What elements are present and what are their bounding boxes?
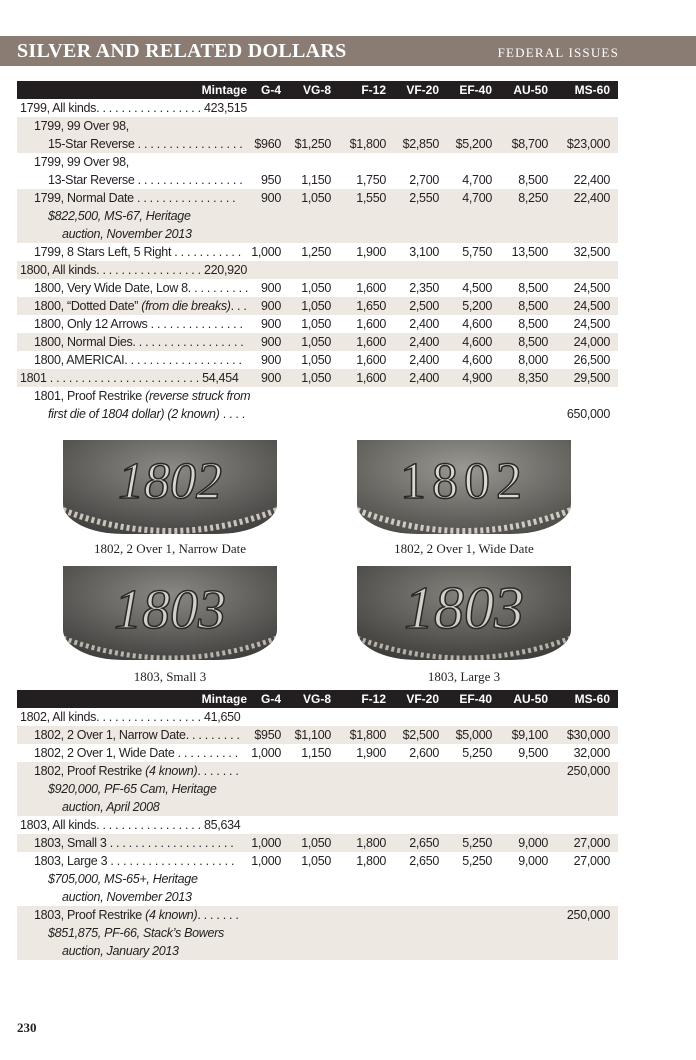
price-cell-au-50: 8,500 xyxy=(518,173,548,187)
table-row xyxy=(17,243,618,261)
price-cell-f-12: 1,900 xyxy=(356,746,386,760)
column-header-ms-60: MS-60 xyxy=(574,692,610,706)
column-header-f-12: F-12 xyxy=(361,692,386,706)
row-label: 1800, AMERICAI. . . . . . . . . . . . . . . . . . . xyxy=(34,353,242,367)
price-cell-vg-8: 1,150 xyxy=(301,746,331,760)
row-label: 1802, 2 Over 1, Wide Date . . . . . . . . . . xyxy=(34,746,238,760)
column-header-au-50: AU-50 xyxy=(513,692,548,706)
row-label: 1803, Proof Restrike (4 known). . . . . . . xyxy=(34,908,239,922)
price-cell-ms-60: 650,000 xyxy=(566,407,610,421)
price-cell-au-50: $9,100 xyxy=(511,728,548,742)
page-number: 230 xyxy=(17,1020,37,1035)
price-cell-vg-8: 1,050 xyxy=(301,836,331,850)
price-cell-vf-20: 2,500 xyxy=(409,299,439,313)
price-cell-ef-40: 5,200 xyxy=(462,299,492,313)
table-header xyxy=(17,81,618,99)
price-cell-au-50: 8,500 xyxy=(518,317,548,331)
price-cell-f-12: $1,800 xyxy=(349,137,386,151)
price-cell-au-50: 8,500 xyxy=(518,299,548,313)
price-cell-au-50: 9,500 xyxy=(518,746,548,760)
row-label: 1799, 8 Stars Left, 5 Right . . . . . . . . . . . xyxy=(34,245,241,259)
price-cell-ms-60: 250,000 xyxy=(566,764,610,778)
row-label: 1799, Normal Date . . . . . . . . . . . . . . . . xyxy=(34,191,236,205)
price-cell-g-4: 900 xyxy=(261,191,281,205)
price-cell-ms-60: 250,000 xyxy=(566,908,610,922)
price-cell-g-4: 1,000 xyxy=(251,746,281,760)
price-cell-ef-40: 4,500 xyxy=(462,281,492,295)
price-cell-f-12: $1,800 xyxy=(349,728,386,742)
price-cell-ef-40: 4,600 xyxy=(462,317,492,331)
price-cell-ms-60: 24,000 xyxy=(573,335,610,349)
table-row xyxy=(17,99,618,117)
row-label: 1802, 2 Over 1, Narrow Date. . . . . . . . . xyxy=(34,728,240,742)
price-table-1802-1803 xyxy=(17,708,618,960)
price-cell-f-12: 1,600 xyxy=(356,371,386,385)
auction-note: auction, April 2008 xyxy=(62,800,160,814)
price-cell-au-50: 8,500 xyxy=(518,281,548,295)
column-header-f-12: F-12 xyxy=(361,83,386,97)
row-label-line2: 15-Star Reverse . . . . . . . . . . . . . . . . . xyxy=(48,137,243,151)
column-header-vg-8: VG-8 xyxy=(302,83,331,97)
row-label-italic: (4 known) xyxy=(145,764,198,778)
price-cell-ms-60: 24,500 xyxy=(573,299,610,313)
price-cell-g-4: 900 xyxy=(261,353,281,367)
price-cell-vg-8: $1,250 xyxy=(294,137,331,151)
page-title: SILVER AND RELATED DOLLARS xyxy=(17,40,347,62)
row-label: 1800, Normal Dies. . . . . . . . . . . . . . . . . . xyxy=(34,335,244,349)
price-cell-f-12: 1,800 xyxy=(356,836,386,850)
price-cell-vg-8: 1,050 xyxy=(301,281,331,295)
price-cell-ms-60: $23,000 xyxy=(566,137,610,151)
coin-date-text: 1803 xyxy=(404,575,524,641)
auction-note: $705,000, MS-65+, Heritage xyxy=(48,872,198,886)
price-cell-g-4: 900 xyxy=(261,281,281,295)
column-header-ef-40: EF-40 xyxy=(459,692,492,706)
column-header-mintage: Mintage xyxy=(201,83,247,97)
price-cell-g-4: 1,000 xyxy=(251,836,281,850)
row-label: 1799, 99 Over 98, xyxy=(34,155,129,169)
price-cell-ef-40: 5,250 xyxy=(462,854,492,868)
price-cell-g-4: 900 xyxy=(261,371,281,385)
row-label: 1801, Proof Restrike (reverse struck from xyxy=(34,389,251,403)
price-cell-ef-40: 5,250 xyxy=(462,746,492,760)
section-label: FEDERAL ISSUES xyxy=(497,45,619,60)
column-header-g-4: G-4 xyxy=(260,83,281,97)
price-cell-ms-60: $30,000 xyxy=(566,728,610,742)
row-label: 1800, Very Wide Date, Low 8. . . . . . . . . . xyxy=(34,281,249,295)
table-row xyxy=(17,297,618,315)
price-cell-vf-20: 2,600 xyxy=(409,746,439,760)
price-cell-vg-8: 1,050 xyxy=(301,353,331,367)
price-cell-ef-40: $5,200 xyxy=(455,137,492,151)
column-header-vf-20: VF-20 xyxy=(406,692,439,706)
row-label: 1803, Small 3 . . . . . . . . . . . . . . . . . . . . xyxy=(34,836,234,850)
price-cell-ms-60: 26,500 xyxy=(573,353,610,367)
photo-caption: 1803, Small 3 xyxy=(133,669,207,684)
price-cell-f-12: 1,900 xyxy=(356,245,386,259)
row-label: 1803, Large 3 . . . . . . . . . . . . . . . . . . . . xyxy=(34,854,235,868)
table-row xyxy=(17,189,618,243)
price-cell-g-4: 1,000 xyxy=(251,854,281,868)
table-row xyxy=(17,153,618,189)
table-row xyxy=(17,279,618,297)
row-label: 1802, All kinds. . . . . . . . . . . . . . . . . 41,650 xyxy=(20,710,241,724)
price-cell-f-12: 1,600 xyxy=(356,335,386,349)
price-cell-vg-8: 1,150 xyxy=(301,173,331,187)
price-cell-g-4: $960 xyxy=(254,137,281,151)
price-cell-vg-8: 1,050 xyxy=(301,335,331,349)
row-label: 1800, Only 12 Arrows . . . . . . . . . . . . . . . xyxy=(34,317,243,331)
table-row xyxy=(17,351,618,369)
auction-note: $920,000, PF-65 Cam, Heritage xyxy=(48,782,217,796)
row-label-line2: 13-Star Reverse . . . . . . . . . . . . . . . . . xyxy=(48,173,243,187)
price-cell-vf-20: 2,700 xyxy=(409,173,439,187)
photo-caption: 1803, Large 3 xyxy=(427,669,501,684)
price-cell-ef-40: 4,900 xyxy=(462,371,492,385)
column-header-g-4: G-4 xyxy=(260,692,281,706)
auction-note: $851,875, PF-66, Stack’s Bowers xyxy=(48,926,224,940)
price-cell-f-12: 1,600 xyxy=(356,353,386,367)
price-cell-ms-60: 24,500 xyxy=(573,317,610,331)
price-cell-ms-60: 22,400 xyxy=(573,173,610,187)
column-header-au-50: AU-50 xyxy=(513,83,548,97)
coin-photo-1802-narrow-date xyxy=(63,440,277,534)
price-cell-ef-40: 5,250 xyxy=(462,836,492,850)
price-cell-vg-8: 1,250 xyxy=(301,245,331,259)
price-cell-au-50: 8,000 xyxy=(518,353,548,367)
row-label: 1802, Proof Restrike (4 known). . . . . . . xyxy=(34,764,239,778)
row-label: 1800, All kinds. . . . . . . . . . . . . . . . . 220,920 xyxy=(20,263,248,277)
price-cell-f-12: 1,800 xyxy=(356,854,386,868)
price-cell-vf-20: 2,650 xyxy=(409,836,439,850)
price-cell-ef-40: 4,600 xyxy=(462,353,492,367)
price-cell-vf-20: 2,400 xyxy=(409,317,439,331)
price-cell-vf-20: 3,100 xyxy=(409,245,439,259)
table-row xyxy=(17,333,618,351)
table-row xyxy=(17,834,618,852)
table-row xyxy=(17,852,618,906)
coin-date-text: 1803 xyxy=(114,579,226,641)
auction-note: auction, January 2013 xyxy=(62,944,179,958)
price-cell-ef-40: 4,700 xyxy=(462,191,492,205)
table-row xyxy=(17,726,618,744)
photo-caption: 1802, 2 Over 1, Wide Date xyxy=(394,541,534,556)
price-cell-vf-20: 2,350 xyxy=(409,281,439,295)
price-cell-f-12: 1,650 xyxy=(356,299,386,313)
row-label: 1800, “Dotted Date” (from die breaks). . . xyxy=(34,299,247,313)
coin-date-text: 1802 xyxy=(118,453,222,510)
column-header-vg-8: VG-8 xyxy=(302,692,331,706)
price-cell-g-4: 1,000 xyxy=(251,245,281,259)
row-label-italic: (reverse struck from xyxy=(145,389,251,403)
price-cell-g-4: 900 xyxy=(261,299,281,313)
price-cell-au-50: $8,700 xyxy=(511,137,548,151)
price-cell-vg-8: $1,100 xyxy=(294,728,331,742)
table-row xyxy=(17,315,618,333)
price-cell-au-50: 13,500 xyxy=(511,245,548,259)
price-cell-ms-60: 22,400 xyxy=(573,191,610,205)
price-cell-ms-60: 32,500 xyxy=(573,245,610,259)
price-cell-ef-40: 4,700 xyxy=(462,173,492,187)
auction-note: $822,500, MS-67, Heritage xyxy=(48,209,191,223)
price-cell-g-4: 950 xyxy=(261,173,281,187)
price-cell-vg-8: 1,050 xyxy=(301,317,331,331)
coin-photo-1803-large-3 xyxy=(357,566,571,660)
price-cell-ms-60: 24,500 xyxy=(573,281,610,295)
price-cell-ef-40: 4,600 xyxy=(462,335,492,349)
price-cell-f-12: 1,600 xyxy=(356,317,386,331)
row-label: 1799, 99 Over 98, xyxy=(34,119,129,133)
coin-date-text: 1802 xyxy=(400,453,528,510)
coin-photo-1803-small-3 xyxy=(63,566,277,660)
table-row xyxy=(17,369,618,387)
column-header-ef-40: EF-40 xyxy=(459,83,492,97)
price-cell-vg-8: 1,050 xyxy=(301,191,331,205)
table-header xyxy=(17,690,618,708)
photo-caption: 1802, 2 Over 1, Narrow Date xyxy=(94,541,246,556)
price-cell-vf-20: 2,400 xyxy=(409,371,439,385)
price-cell-vg-8: 1,050 xyxy=(301,371,331,385)
price-cell-vf-20: 2,550 xyxy=(409,191,439,205)
price-cell-vf-20: 2,650 xyxy=(409,854,439,868)
row-label: 1801 . . . . . . . . . . . . . . . . . . . . . . . . 54,454 xyxy=(20,371,239,385)
price-cell-ms-60: 27,000 xyxy=(573,854,610,868)
price-cell-ef-40: $5,000 xyxy=(455,728,492,742)
row-label-italic: (4 known) xyxy=(145,908,198,922)
price-cell-g-4: $950 xyxy=(254,728,281,742)
price-cell-f-12: 1,550 xyxy=(356,191,386,205)
table-row xyxy=(17,816,618,834)
price-cell-f-12: 1,750 xyxy=(356,173,386,187)
price-cell-g-4: 900 xyxy=(261,335,281,349)
price-cell-ms-60: 32,000 xyxy=(573,746,610,760)
row-label-italic: (from die breaks) xyxy=(141,299,231,313)
price-cell-vf-20: 2,400 xyxy=(409,335,439,349)
page-header xyxy=(0,36,696,66)
price-cell-au-50: 8,500 xyxy=(518,335,548,349)
table-row xyxy=(17,117,618,153)
table-row xyxy=(17,387,618,423)
price-cell-ms-60: 27,000 xyxy=(573,836,610,850)
price-cell-au-50: 9,000 xyxy=(518,854,548,868)
price-cell-vg-8: 1,050 xyxy=(301,854,331,868)
table-row xyxy=(17,708,618,726)
price-cell-vf-20: 2,400 xyxy=(409,353,439,367)
price-cell-vf-20: $2,500 xyxy=(402,728,439,742)
price-cell-au-50: 8,250 xyxy=(518,191,548,205)
price-cell-vg-8: 1,050 xyxy=(301,299,331,313)
price-cell-ef-40: 5,750 xyxy=(462,245,492,259)
column-header-vf-20: VF-20 xyxy=(406,83,439,97)
row-label: 1803, All kinds. . . . . . . . . . . . . . . . . 85,634 xyxy=(20,818,241,832)
price-cell-g-4: 900 xyxy=(261,317,281,331)
column-header-mintage: Mintage xyxy=(201,692,247,706)
auction-note: auction, November 2013 xyxy=(62,890,192,904)
price-cell-vf-20: $2,850 xyxy=(402,137,439,151)
price-cell-f-12: 1,600 xyxy=(356,281,386,295)
price-cell-ms-60: 29,500 xyxy=(573,371,610,385)
row-label: 1799, All kinds. . . . . . . . . . . . . . . . . 423,515 xyxy=(20,101,248,115)
table-row xyxy=(17,906,618,960)
row-label-italic: first die of 1804 dollar) (2 known) xyxy=(48,407,220,421)
row-label-line2: first die of 1804 dollar) (2 known) . . . . xyxy=(48,407,245,421)
table-row xyxy=(17,744,618,762)
coin-photo-1802-wide-date xyxy=(357,440,571,534)
table-row xyxy=(17,762,618,816)
price-cell-au-50: 9,000 xyxy=(518,836,548,850)
table-row xyxy=(17,261,618,279)
price-cell-au-50: 8,350 xyxy=(518,371,548,385)
price-table-1799-1801 xyxy=(17,99,618,423)
auction-note: auction, November 2013 xyxy=(62,227,192,241)
column-header-ms-60: MS-60 xyxy=(574,83,610,97)
